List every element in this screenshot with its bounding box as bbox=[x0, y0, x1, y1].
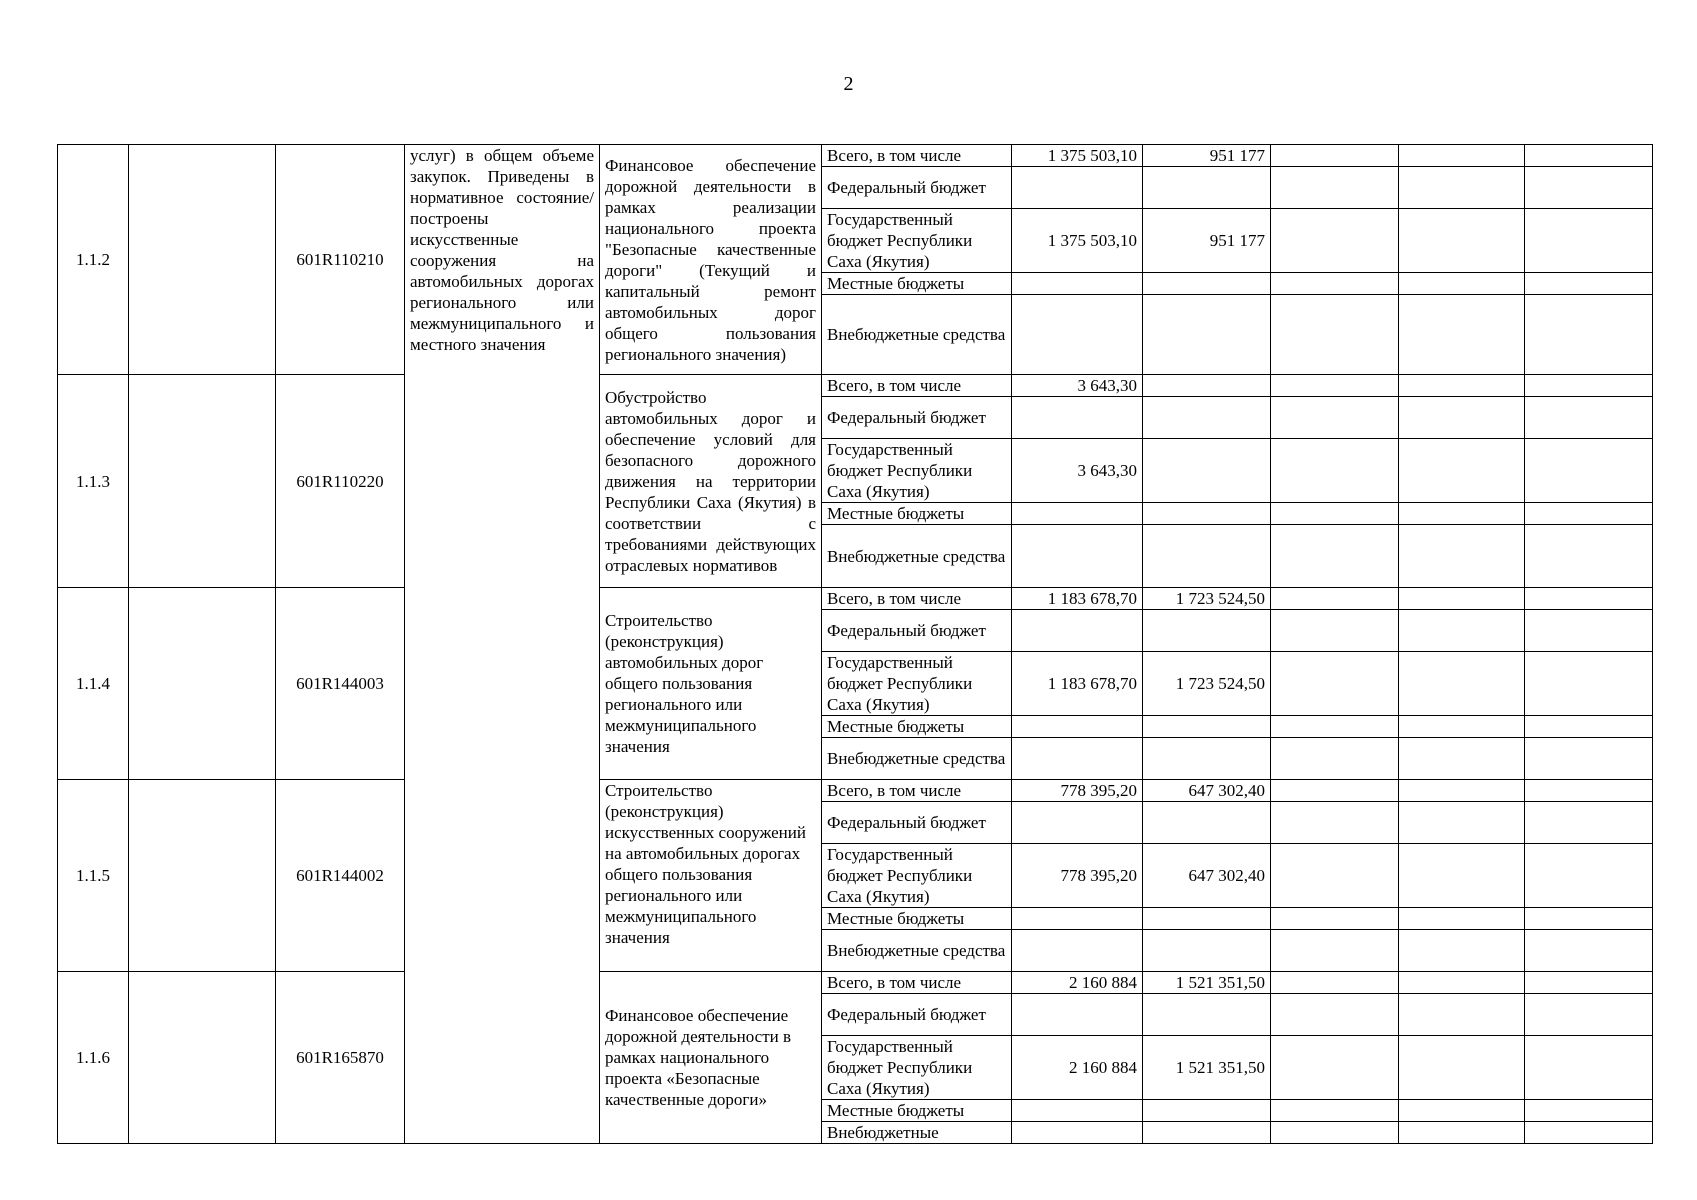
amount-col-3 bbox=[1271, 397, 1399, 439]
amount-col-5 bbox=[1525, 780, 1653, 802]
page-number: 2 bbox=[843, 73, 854, 95]
amount-col-5 bbox=[1525, 273, 1653, 295]
amount-col-1: 778 395,20 bbox=[1012, 780, 1143, 802]
amount-col-4 bbox=[1399, 652, 1525, 716]
amount-col-5 bbox=[1525, 652, 1653, 716]
amount-col-1 bbox=[1012, 738, 1143, 780]
amount-col-4 bbox=[1399, 780, 1525, 802]
amount-col-3 bbox=[1271, 295, 1399, 375]
funding-source: Государственный бюджет Республики Саха (Якутия) bbox=[822, 844, 1012, 908]
amount-col-1 bbox=[1012, 525, 1143, 588]
funding-source: Местные бюджеты bbox=[822, 908, 1012, 930]
amount-col-5 bbox=[1525, 1122, 1653, 1144]
amount-col-4 bbox=[1399, 1122, 1525, 1144]
amount-col-3 bbox=[1271, 273, 1399, 295]
amount-col-5 bbox=[1525, 1036, 1653, 1100]
event-name: Финансовое обеспечение дорожной деятельности в рамках национального проекта «Безопасные качественные дороги» bbox=[600, 972, 822, 1144]
amount-col-5 bbox=[1525, 610, 1653, 652]
amount-col-4 bbox=[1399, 588, 1525, 610]
row-empty-cell bbox=[129, 375, 276, 588]
amount-col-2 bbox=[1143, 930, 1271, 972]
row-empty-cell bbox=[129, 588, 276, 780]
amount-col-1 bbox=[1012, 930, 1143, 972]
amount-col-4 bbox=[1399, 209, 1525, 273]
amount-col-3 bbox=[1271, 439, 1399, 503]
amount-col-3 bbox=[1271, 588, 1399, 610]
amount-col-1 bbox=[1012, 994, 1143, 1036]
amount-col-3 bbox=[1271, 908, 1399, 930]
funding-source: Государственный бюджет Республики Саха (Якутия) bbox=[822, 209, 1012, 273]
row-number: 1.1.6 bbox=[58, 972, 129, 1144]
funding-source: Всего, в том числе bbox=[822, 972, 1012, 994]
table-row bbox=[58, 972, 1653, 994]
amount-col-1 bbox=[1012, 503, 1143, 525]
amount-col-2 bbox=[1143, 295, 1271, 375]
amount-col-3 bbox=[1271, 716, 1399, 738]
amount-col-1 bbox=[1012, 273, 1143, 295]
amount-col-5 bbox=[1525, 397, 1653, 439]
amount-col-2 bbox=[1143, 738, 1271, 780]
amount-col-2: 1 521 351,50 bbox=[1143, 1036, 1271, 1100]
amount-col-1: 2 160 884 bbox=[1012, 1036, 1143, 1100]
amount-col-2: 1 521 351,50 bbox=[1143, 972, 1271, 994]
amount-col-1 bbox=[1012, 1100, 1143, 1122]
amount-col-3 bbox=[1271, 930, 1399, 972]
funding-source: Внебюджетные bbox=[822, 1122, 1012, 1144]
row-code: 601R110220 bbox=[276, 375, 405, 588]
amount-col-5 bbox=[1525, 930, 1653, 972]
funding-source: Федеральный бюджет bbox=[822, 802, 1012, 844]
amount-col-2: 647 302,40 bbox=[1143, 844, 1271, 908]
amount-col-1: 1 375 503,10 bbox=[1012, 209, 1143, 273]
row-code: 601R110210 bbox=[276, 145, 405, 375]
funding-source: Внебюджетные средства bbox=[822, 738, 1012, 780]
amount-col-5 bbox=[1525, 375, 1653, 397]
amount-col-1: 3 643,30 bbox=[1012, 375, 1143, 397]
amount-col-1: 1 183 678,70 bbox=[1012, 588, 1143, 610]
row-number: 1.1.4 bbox=[58, 588, 129, 780]
result-cell: услуг) в общем объеме закупок. Приведены в нормативное состояние/ построены искусственные сооружения на автомобильных дорогах регионального или межмуниципального и местного значения bbox=[405, 145, 600, 1144]
table-row bbox=[58, 588, 1653, 610]
amount-col-4 bbox=[1399, 273, 1525, 295]
amount-col-3 bbox=[1271, 1036, 1399, 1100]
amount-col-2 bbox=[1143, 397, 1271, 439]
amount-col-3 bbox=[1271, 209, 1399, 273]
amount-col-4 bbox=[1399, 375, 1525, 397]
amount-col-1: 1 375 503,10 bbox=[1012, 145, 1143, 167]
amount-col-4 bbox=[1399, 167, 1525, 209]
amount-col-5 bbox=[1525, 209, 1653, 273]
funding-source: Внебюджетные средства bbox=[822, 930, 1012, 972]
amount-col-4 bbox=[1399, 802, 1525, 844]
amount-col-2 bbox=[1143, 610, 1271, 652]
amount-col-3 bbox=[1271, 780, 1399, 802]
amount-col-2 bbox=[1143, 375, 1271, 397]
amount-col-4 bbox=[1399, 716, 1525, 738]
funding-source: Внебюджетные средства bbox=[822, 525, 1012, 588]
amount-col-5 bbox=[1525, 525, 1653, 588]
funding-source: Всего, в том числе bbox=[822, 588, 1012, 610]
amount-col-5 bbox=[1525, 908, 1653, 930]
amount-col-2 bbox=[1143, 908, 1271, 930]
amount-col-2: 951 177 bbox=[1143, 209, 1271, 273]
amount-col-3 bbox=[1271, 1100, 1399, 1122]
row-code: 601R144003 bbox=[276, 588, 405, 780]
budget-table bbox=[57, 144, 1653, 1144]
amount-col-1 bbox=[1012, 295, 1143, 375]
amount-col-5 bbox=[1525, 167, 1653, 209]
amount-col-1: 778 395,20 bbox=[1012, 844, 1143, 908]
amount-col-4 bbox=[1399, 503, 1525, 525]
amount-col-5 bbox=[1525, 972, 1653, 994]
amount-col-1 bbox=[1012, 610, 1143, 652]
amount-col-5 bbox=[1525, 439, 1653, 503]
funding-source: Местные бюджеты bbox=[822, 716, 1012, 738]
funding-source: Внебюджетные средства bbox=[822, 295, 1012, 375]
funding-source: Федеральный бюджет bbox=[822, 610, 1012, 652]
amount-col-1 bbox=[1012, 716, 1143, 738]
table-row bbox=[58, 145, 1653, 167]
amount-col-4 bbox=[1399, 972, 1525, 994]
amount-col-3 bbox=[1271, 844, 1399, 908]
amount-col-4 bbox=[1399, 610, 1525, 652]
amount-col-2 bbox=[1143, 716, 1271, 738]
amount-col-5 bbox=[1525, 1100, 1653, 1122]
amount-col-5 bbox=[1525, 295, 1653, 375]
amount-col-1: 2 160 884 bbox=[1012, 972, 1143, 994]
funding-source: Местные бюджеты bbox=[822, 503, 1012, 525]
row-code: 601R165870 bbox=[276, 972, 405, 1144]
amount-col-1: 3 643,30 bbox=[1012, 439, 1143, 503]
amount-col-2 bbox=[1143, 1122, 1271, 1144]
funding-source: Государственный бюджет Республики Саха (Якутия) bbox=[822, 439, 1012, 503]
amount-col-3 bbox=[1271, 738, 1399, 780]
amount-col-3 bbox=[1271, 1122, 1399, 1144]
amount-col-2 bbox=[1143, 1100, 1271, 1122]
amount-col-2: 1 723 524,50 bbox=[1143, 588, 1271, 610]
funding-source: Всего, в том числе bbox=[822, 375, 1012, 397]
amount-col-4 bbox=[1399, 397, 1525, 439]
amount-col-3 bbox=[1271, 994, 1399, 1036]
row-code: 601R144002 bbox=[276, 780, 405, 972]
amount-col-1 bbox=[1012, 167, 1143, 209]
amount-col-4 bbox=[1399, 908, 1525, 930]
amount-col-5 bbox=[1525, 994, 1653, 1036]
amount-col-1 bbox=[1012, 1122, 1143, 1144]
event-name: Обустройство автомобильных дорог и обеспечение условий для безопасного дорожного движения на территории Республики Саха (Якутия) в соответствии с требованиями действующих отраслевых нормативов bbox=[600, 375, 822, 588]
amount-col-5 bbox=[1525, 738, 1653, 780]
amount-col-3 bbox=[1271, 525, 1399, 588]
amount-col-2 bbox=[1143, 167, 1271, 209]
funding-source: Федеральный бюджет bbox=[822, 397, 1012, 439]
row-empty-cell bbox=[129, 972, 276, 1144]
amount-col-3 bbox=[1271, 610, 1399, 652]
amount-col-3 bbox=[1271, 167, 1399, 209]
amount-col-2 bbox=[1143, 994, 1271, 1036]
amount-col-5 bbox=[1525, 588, 1653, 610]
amount-col-3 bbox=[1271, 972, 1399, 994]
amount-col-3 bbox=[1271, 375, 1399, 397]
amount-col-2: 647 302,40 bbox=[1143, 780, 1271, 802]
amount-col-3 bbox=[1271, 652, 1399, 716]
funding-source: Федеральный бюджет bbox=[822, 994, 1012, 1036]
amount-col-3 bbox=[1271, 802, 1399, 844]
amount-col-4 bbox=[1399, 295, 1525, 375]
funding-source: Государственный бюджет Республики Саха (Якутия) bbox=[822, 652, 1012, 716]
row-number: 1.1.3 bbox=[58, 375, 129, 588]
funding-source: Местные бюджеты bbox=[822, 1100, 1012, 1122]
amount-col-5 bbox=[1525, 716, 1653, 738]
event-name: Строительство (реконструкция) автомобильных дорог общего пользования регионального или межмуниципального значения bbox=[600, 588, 822, 780]
funding-source: Местные бюджеты bbox=[822, 273, 1012, 295]
amount-col-2: 951 177 bbox=[1143, 145, 1271, 167]
row-empty-cell bbox=[129, 780, 276, 972]
amount-col-4 bbox=[1399, 1036, 1525, 1100]
amount-col-1 bbox=[1012, 802, 1143, 844]
amount-col-4 bbox=[1399, 1100, 1525, 1122]
amount-col-2 bbox=[1143, 802, 1271, 844]
funding-source: Всего, в том числе bbox=[822, 145, 1012, 167]
amount-col-2 bbox=[1143, 439, 1271, 503]
amount-col-4 bbox=[1399, 844, 1525, 908]
amount-col-5 bbox=[1525, 145, 1653, 167]
amount-col-1: 1 183 678,70 bbox=[1012, 652, 1143, 716]
amount-col-1 bbox=[1012, 397, 1143, 439]
table-row bbox=[58, 780, 1653, 802]
amount-col-2 bbox=[1143, 525, 1271, 588]
funding-source: Всего, в том числе bbox=[822, 780, 1012, 802]
amount-col-2: 1 723 524,50 bbox=[1143, 652, 1271, 716]
row-number: 1.1.5 bbox=[58, 780, 129, 972]
amount-col-2 bbox=[1143, 503, 1271, 525]
amount-col-4 bbox=[1399, 145, 1525, 167]
amount-col-4 bbox=[1399, 439, 1525, 503]
row-empty-cell bbox=[129, 145, 276, 375]
amount-col-3 bbox=[1271, 145, 1399, 167]
amount-col-5 bbox=[1525, 844, 1653, 908]
amount-col-4 bbox=[1399, 738, 1525, 780]
funding-source: Федеральный бюджет bbox=[822, 167, 1012, 209]
amount-col-4 bbox=[1399, 994, 1525, 1036]
amount-col-3 bbox=[1271, 503, 1399, 525]
amount-col-1 bbox=[1012, 908, 1143, 930]
funding-source: Государственный бюджет Республики Саха (Якутия) bbox=[822, 1036, 1012, 1100]
amount-col-5 bbox=[1525, 802, 1653, 844]
amount-col-5 bbox=[1525, 503, 1653, 525]
event-name: Финансовое обеспечение дорожной деятельности в рамках реализации национального проекта "Безопасные качественные дороги" (Текущий и капитальный ремонт автомобильных дорог общего пользования регионального значения) bbox=[600, 145, 822, 375]
table-row bbox=[58, 375, 1653, 397]
row-number: 1.1.2 bbox=[58, 145, 129, 375]
amount-col-4 bbox=[1399, 525, 1525, 588]
amount-col-4 bbox=[1399, 930, 1525, 972]
amount-col-2 bbox=[1143, 273, 1271, 295]
event-name: Строительство (реконструкция) искусственных сооружений на автомобильных дорогах общего пользования регионального или межмуниципального значения bbox=[600, 780, 822, 972]
